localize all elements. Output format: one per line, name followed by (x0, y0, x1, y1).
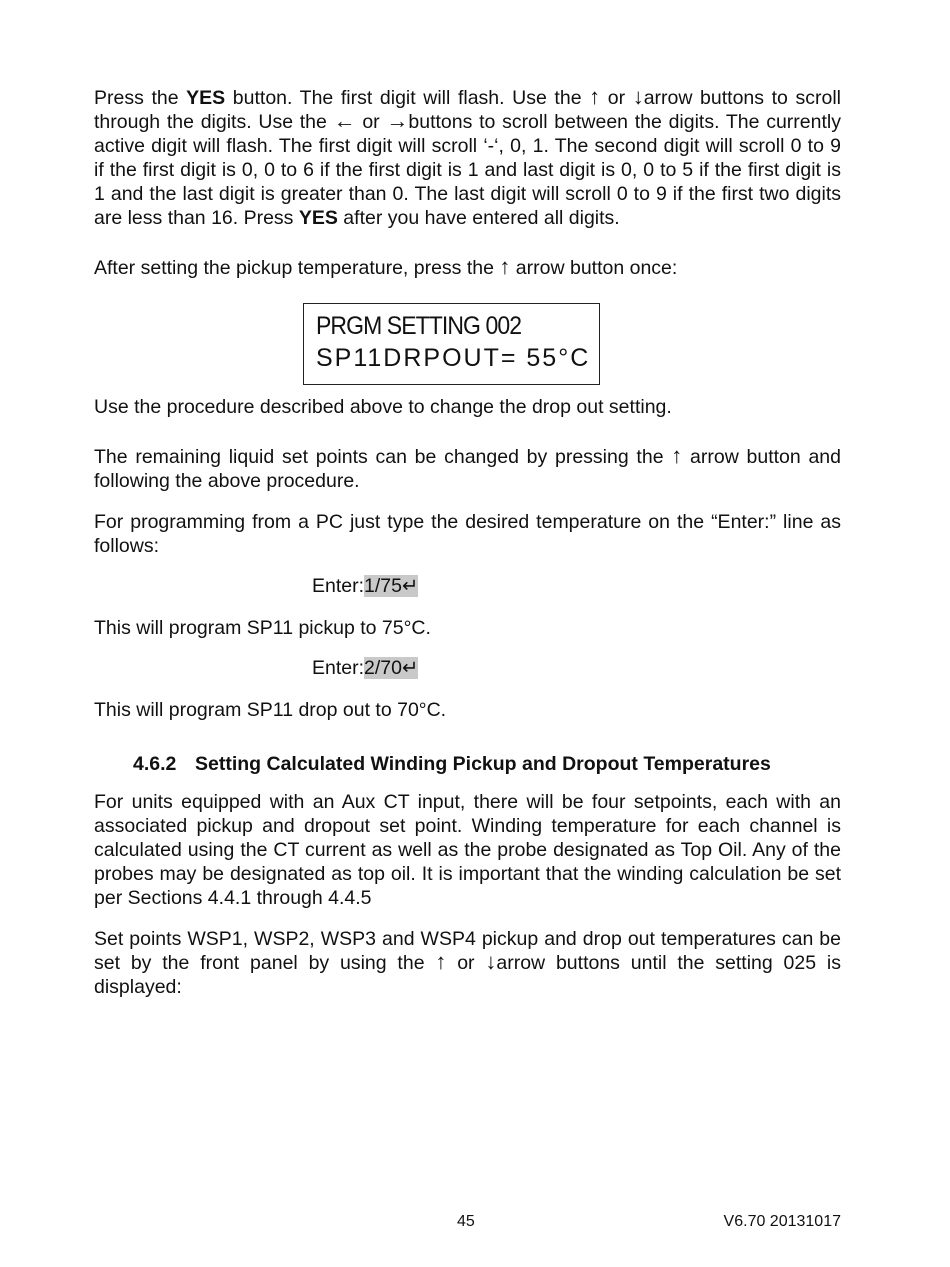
up-arrow-icon: ↑ (589, 84, 601, 109)
enter-value-highlight: 1/75↵ (364, 575, 419, 597)
enter-example-2: Enter:2/70↵ (312, 657, 419, 679)
aux-ct-paragraph: For units equipped with an Aux CT input, there will be four setpoints, each with an associated pickup and dropout set point. Winding temperature for each channel is calculated using the CT current as well as the probe designated as Top Oil. Any of the probes may be designated as top oil. It is important that the winding calculation be set per Sections 4.4.1 through 4.4.5 (94, 791, 841, 909)
document-body (94, 86, 841, 999)
lcd-line-2: SP11DRPOUT= 55°C (316, 344, 591, 372)
remaining-setpoints-paragraph: The remaining liquid set points can be changed by pressing the ↑ arrow button and following the above procedure. (94, 443, 842, 492)
lcd-display (303, 303, 600, 385)
section-heading (133, 752, 841, 776)
lcd-line-1: PRGM SETTING 002 (316, 312, 522, 340)
up-arrow-icon: ↑ (499, 254, 511, 279)
pc-programming-paragraph: For programming from a PC just type the desired temperature on the “Enter:” line as follows: (94, 511, 841, 557)
wsp-paragraph: Set points WSP1, WSP2, WSP3 and WSP4 pickup and drop out temperatures can be set by the front panel by using the ↑ or ↓arrow buttons until the setting 025 is displayed: (94, 928, 841, 998)
yes-label: YES (186, 87, 226, 109)
instruction-paragraph: Press the YES button. The first digit will flash. Use the ↑ or ↓arrow buttons to scroll through the digits. Use the ← or →buttons to scroll between the digits. The currently active digit will flash. The first digit will scroll ‘-‘, 0, 1. The second digit will scroll 0 to 9 if the first digit is 0, 0 to 6 if the first digit is 1 and last digit is 0, 0 to 5 if the first digit is 1 and the last digit is greater than 0. The last digit will scroll 0 to 9 if the first two digits are less than 16. Press YES after you have entered all digits. (94, 84, 841, 229)
version-label: V6.70 20131017 (723, 1213, 841, 1230)
section-title: Setting Calculated Winding Pickup and Dropout Temperatures (195, 753, 771, 775)
dropout-result-text: This will program SP11 drop out to 70°C. (94, 699, 447, 721)
dropout-paragraph: Use the procedure described above to change the drop out setting. (94, 396, 672, 418)
down-arrow-icon: ↓ (632, 84, 644, 109)
page-number: 45 (457, 1213, 475, 1230)
pickup-result-text: This will program SP11 pickup to 75°C. (94, 617, 431, 639)
down-arrow-icon: ↓ (485, 949, 497, 974)
left-arrow-icon: ← (333, 108, 356, 133)
up-arrow-icon: ↑ (435, 949, 447, 974)
right-arrow-icon: → (386, 108, 409, 133)
enter-value-highlight: 2/70↵ (364, 657, 419, 679)
enter-example-1: Enter:1/75↵ (312, 575, 419, 597)
section-number: 4.6.2 (133, 753, 177, 775)
yes-label: YES (298, 207, 338, 229)
up-arrow-icon: ↑ (671, 443, 683, 468)
pickup-paragraph: After setting the pickup temperature, press the ↑ arrow button once: (94, 254, 678, 279)
